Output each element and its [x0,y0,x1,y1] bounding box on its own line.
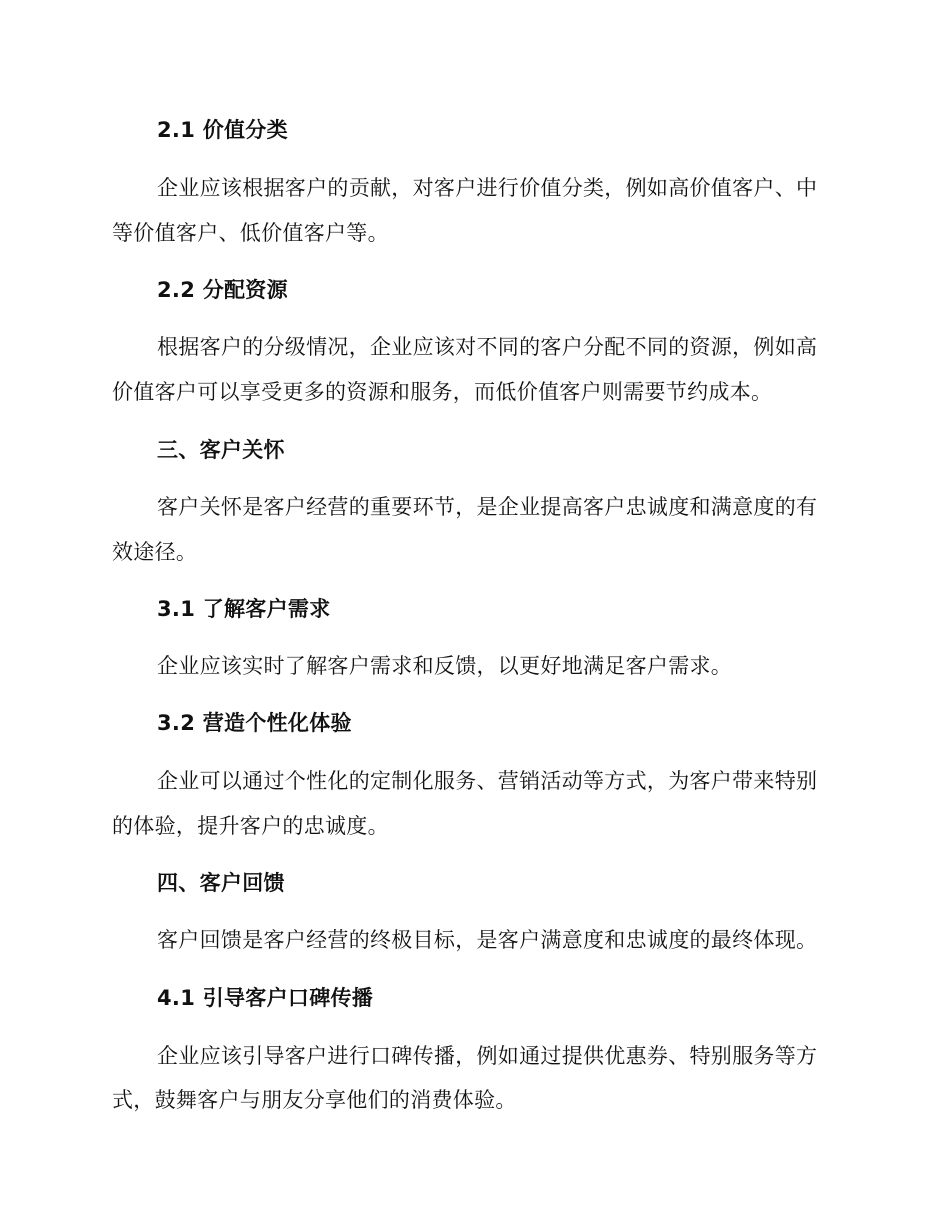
paragraph-line: 企业应该引导客户进行口碑传播，例如通过提供优惠券、特别服务等方 [157,1044,818,1068]
paragraph-line: 等价值客户、低价值客户等。 [112,221,389,245]
section-heading-3-1: 3.1 了解客户需求 [157,597,331,621]
chapter-heading-4: 四、客户回馈 [157,871,285,895]
chapter-heading-3: 三、客户关怀 [157,438,285,462]
section-heading-4-1: 4.1 引导客户口碑传播 [157,986,374,1010]
paragraph-line: 效途径。 [112,540,198,564]
paragraph-line: 企业可以通过个性化的定制化服务、营销活动等方式，为客户带来特别 [157,769,818,793]
paragraph-line: 客户关怀是客户经营的重要环节，是企业提高客户忠诚度和满意度的有 [157,495,818,519]
paragraph-line: 客户回馈是客户经营的终极目标，是客户满意度和忠诚度的最终体现。 [157,928,818,952]
paragraph-line: 价值客户可以享受更多的资源和服务，而低价值客户则需要节约成本。 [112,380,773,404]
paragraph-line: 的体验，提升客户的忠诚度。 [112,814,389,838]
paragraph-line: 企业应该实时了解客户需求和反馈，以更好地满足客户需求。 [157,654,733,678]
paragraph-line: 式，鼓舞客户与朋友分享他们的消费体验。 [112,1088,517,1112]
section-heading-3-2: 3.2 营造个性化体验 [157,711,352,735]
paragraph-line: 企业应该根据客户的贡献，对客户进行价值分类，例如高价值客户、中 [157,176,818,200]
section-heading-2-1: 2.1 价值分类 [157,118,288,142]
section-heading-2-2: 2.2 分配资源 [157,278,288,302]
paragraph-line: 根据客户的分级情况，企业应该对不同的客户分配不同的资源，例如高 [157,335,818,359]
